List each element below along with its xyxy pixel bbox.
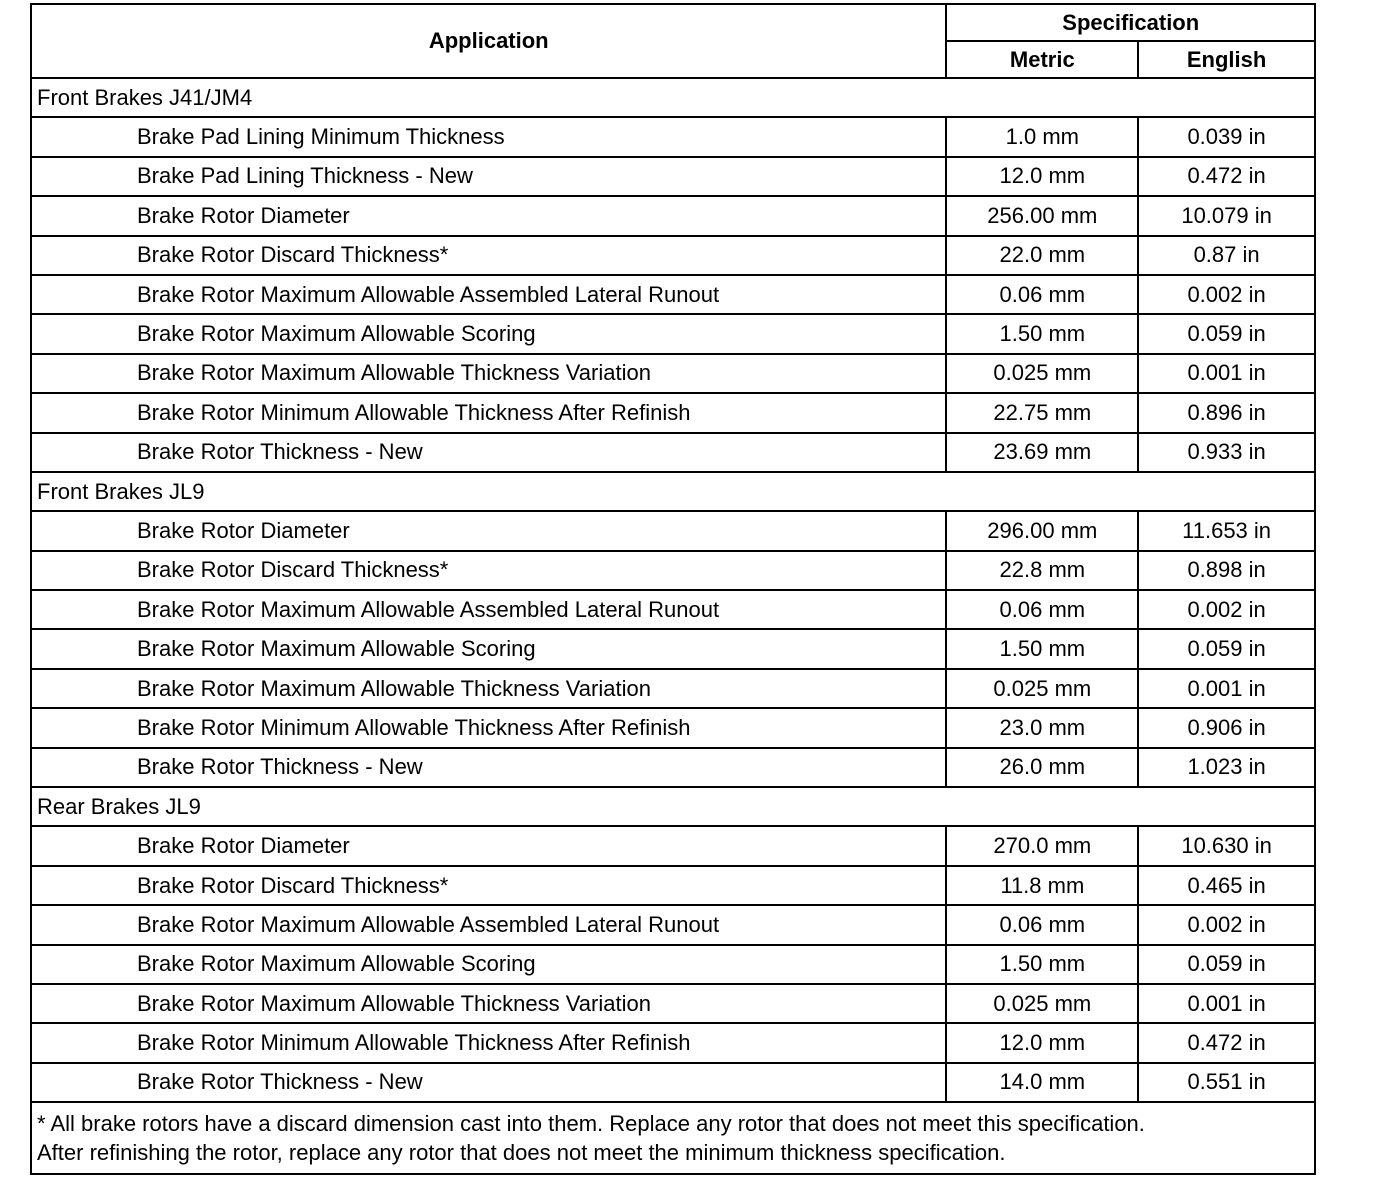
metric-cell: 11.8 mm — [946, 866, 1138, 905]
table-row — [31, 669, 1315, 708]
application-cell: Brake Pad Lining Minimum Thickness — [31, 117, 946, 156]
table-row — [31, 748, 1315, 787]
application-cell: Brake Rotor Thickness - New — [31, 748, 946, 787]
english-cell: 0.039 in — [1138, 117, 1315, 156]
metric-cell: 0.06 mm — [946, 590, 1138, 629]
table-row — [31, 393, 1315, 432]
application-cell: Brake Rotor Diameter — [31, 511, 946, 550]
metric-cell: 0.025 mm — [946, 984, 1138, 1023]
table-row — [31, 275, 1315, 314]
metric-cell: 12.0 mm — [946, 1023, 1138, 1062]
application-cell: Brake Rotor Maximum Allowable Thickness Variation — [31, 669, 946, 708]
application-cell: Brake Rotor Maximum Allowable Assembled Lateral Runout — [31, 275, 946, 314]
application-cell: Brake Rotor Minimum Allowable Thickness After Refinish — [31, 393, 946, 432]
application-cell: Brake Rotor Discard Thickness* — [31, 236, 946, 275]
table-row — [31, 945, 1315, 984]
english-cell: 10.079 in — [1138, 196, 1315, 235]
english-cell: 0.465 in — [1138, 866, 1315, 905]
application-cell: Brake Rotor Maximum Allowable Assembled Lateral Runout — [31, 590, 946, 629]
metric-cell: 1.50 mm — [946, 629, 1138, 668]
english-cell: 11.653 in — [1138, 511, 1315, 550]
application-header: Application — [31, 4, 946, 78]
english-cell: 0.896 in — [1138, 393, 1315, 432]
english-cell: 0.933 in — [1138, 433, 1315, 472]
group-title: Front Brakes JL9 — [31, 472, 1315, 511]
table-row — [31, 354, 1315, 393]
english-cell: 10.630 in — [1138, 826, 1315, 865]
application-cell: Brake Rotor Minimum Allowable Thickness After Refinish — [31, 1023, 946, 1062]
group-title: Front Brakes J41/JM4 — [31, 78, 1315, 117]
english-cell: 0.001 in — [1138, 354, 1315, 393]
english-cell: 0.059 in — [1138, 945, 1315, 984]
table-row — [31, 826, 1315, 865]
table-row — [31, 433, 1315, 472]
specification-header: Specification — [946, 4, 1315, 41]
application-cell: Brake Rotor Discard Thickness* — [31, 551, 946, 590]
application-cell: Brake Rotor Maximum Allowable Assembled Lateral Runout — [31, 905, 946, 944]
table-row — [31, 117, 1315, 156]
table-row — [31, 157, 1315, 196]
metric-cell: 1.50 mm — [946, 314, 1138, 353]
metric-cell: 256.00 mm — [946, 196, 1138, 235]
metric-cell: 270.0 mm — [946, 826, 1138, 865]
application-cell: Brake Rotor Maximum Allowable Scoring — [31, 945, 946, 984]
footnote-line-2: After refinishing the rotor, replace any rotor that does not meet the minimum thickness specification. — [37, 1140, 1006, 1166]
application-cell: Brake Rotor Maximum Allowable Scoring — [31, 629, 946, 668]
metric-cell: 296.00 mm — [946, 511, 1138, 550]
application-cell: Brake Rotor Maximum Allowable Thickness Variation — [31, 984, 946, 1023]
english-cell: 0.87 in — [1138, 236, 1315, 275]
table-row — [31, 1063, 1315, 1102]
footnote-line-1: * All brake rotors have a discard dimension cast into them. Replace any rotor that does not meet this specification. — [37, 1111, 1145, 1137]
group-row — [31, 472, 1315, 511]
metric-cell: 23.0 mm — [946, 708, 1138, 747]
metric-cell: 14.0 mm — [946, 1063, 1138, 1102]
english-cell: 0.001 in — [1138, 984, 1315, 1023]
group-title: Rear Brakes JL9 — [31, 787, 1315, 826]
footnote — [31, 1102, 1315, 1174]
table-row — [31, 590, 1315, 629]
table-row — [31, 984, 1315, 1023]
english-cell: 1.023 in — [1138, 748, 1315, 787]
english-cell: 0.551 in — [1138, 1063, 1315, 1102]
metric-cell: 0.06 mm — [946, 905, 1138, 944]
metric-header: Metric — [946, 41, 1138, 78]
metric-cell: 23.69 mm — [946, 433, 1138, 472]
table-row — [31, 866, 1315, 905]
english-cell: 0.472 in — [1138, 157, 1315, 196]
metric-cell: 22.8 mm — [946, 551, 1138, 590]
application-cell: Brake Rotor Diameter — [31, 826, 946, 865]
english-cell: 0.001 in — [1138, 669, 1315, 708]
english-cell: 0.472 in — [1138, 1023, 1315, 1062]
table-row — [31, 708, 1315, 747]
metric-cell: 0.06 mm — [946, 275, 1138, 314]
metric-cell: 1.50 mm — [946, 945, 1138, 984]
application-cell: Brake Rotor Thickness - New — [31, 433, 946, 472]
application-cell: Brake Rotor Maximum Allowable Thickness Variation — [31, 354, 946, 393]
application-cell: Brake Rotor Maximum Allowable Scoring — [31, 314, 946, 353]
brake-specifications-table — [30, 3, 1316, 1175]
english-header: English — [1138, 41, 1315, 78]
table-row — [31, 196, 1315, 235]
metric-cell: 0.025 mm — [946, 669, 1138, 708]
table-row — [31, 236, 1315, 275]
metric-cell: 26.0 mm — [946, 748, 1138, 787]
application-cell: Brake Rotor Discard Thickness* — [31, 866, 946, 905]
english-cell: 0.059 in — [1138, 314, 1315, 353]
table-row — [31, 551, 1315, 590]
table-row — [31, 1023, 1315, 1062]
english-cell: 0.002 in — [1138, 590, 1315, 629]
table-row — [31, 511, 1315, 550]
application-cell: Brake Rotor Diameter — [31, 196, 946, 235]
metric-cell: 22.75 mm — [946, 393, 1138, 432]
metric-cell: 22.0 mm — [946, 236, 1138, 275]
table-row — [31, 314, 1315, 353]
english-cell: 0.002 in — [1138, 275, 1315, 314]
application-cell: Brake Rotor Thickness - New — [31, 1063, 946, 1102]
application-cell: Brake Rotor Minimum Allowable Thickness After Refinish — [31, 708, 946, 747]
metric-cell: 12.0 mm — [946, 157, 1138, 196]
english-cell: 0.906 in — [1138, 708, 1315, 747]
table-row — [31, 905, 1315, 944]
metric-cell: 1.0 mm — [946, 117, 1138, 156]
metric-cell: 0.025 mm — [946, 354, 1138, 393]
group-row — [31, 78, 1315, 117]
english-cell: 0.059 in — [1138, 629, 1315, 668]
english-cell: 0.002 in — [1138, 905, 1315, 944]
group-row — [31, 787, 1315, 826]
application-cell: Brake Pad Lining Thickness - New — [31, 157, 946, 196]
table-body — [31, 78, 1315, 1102]
table-row — [31, 629, 1315, 668]
english-cell: 0.898 in — [1138, 551, 1315, 590]
